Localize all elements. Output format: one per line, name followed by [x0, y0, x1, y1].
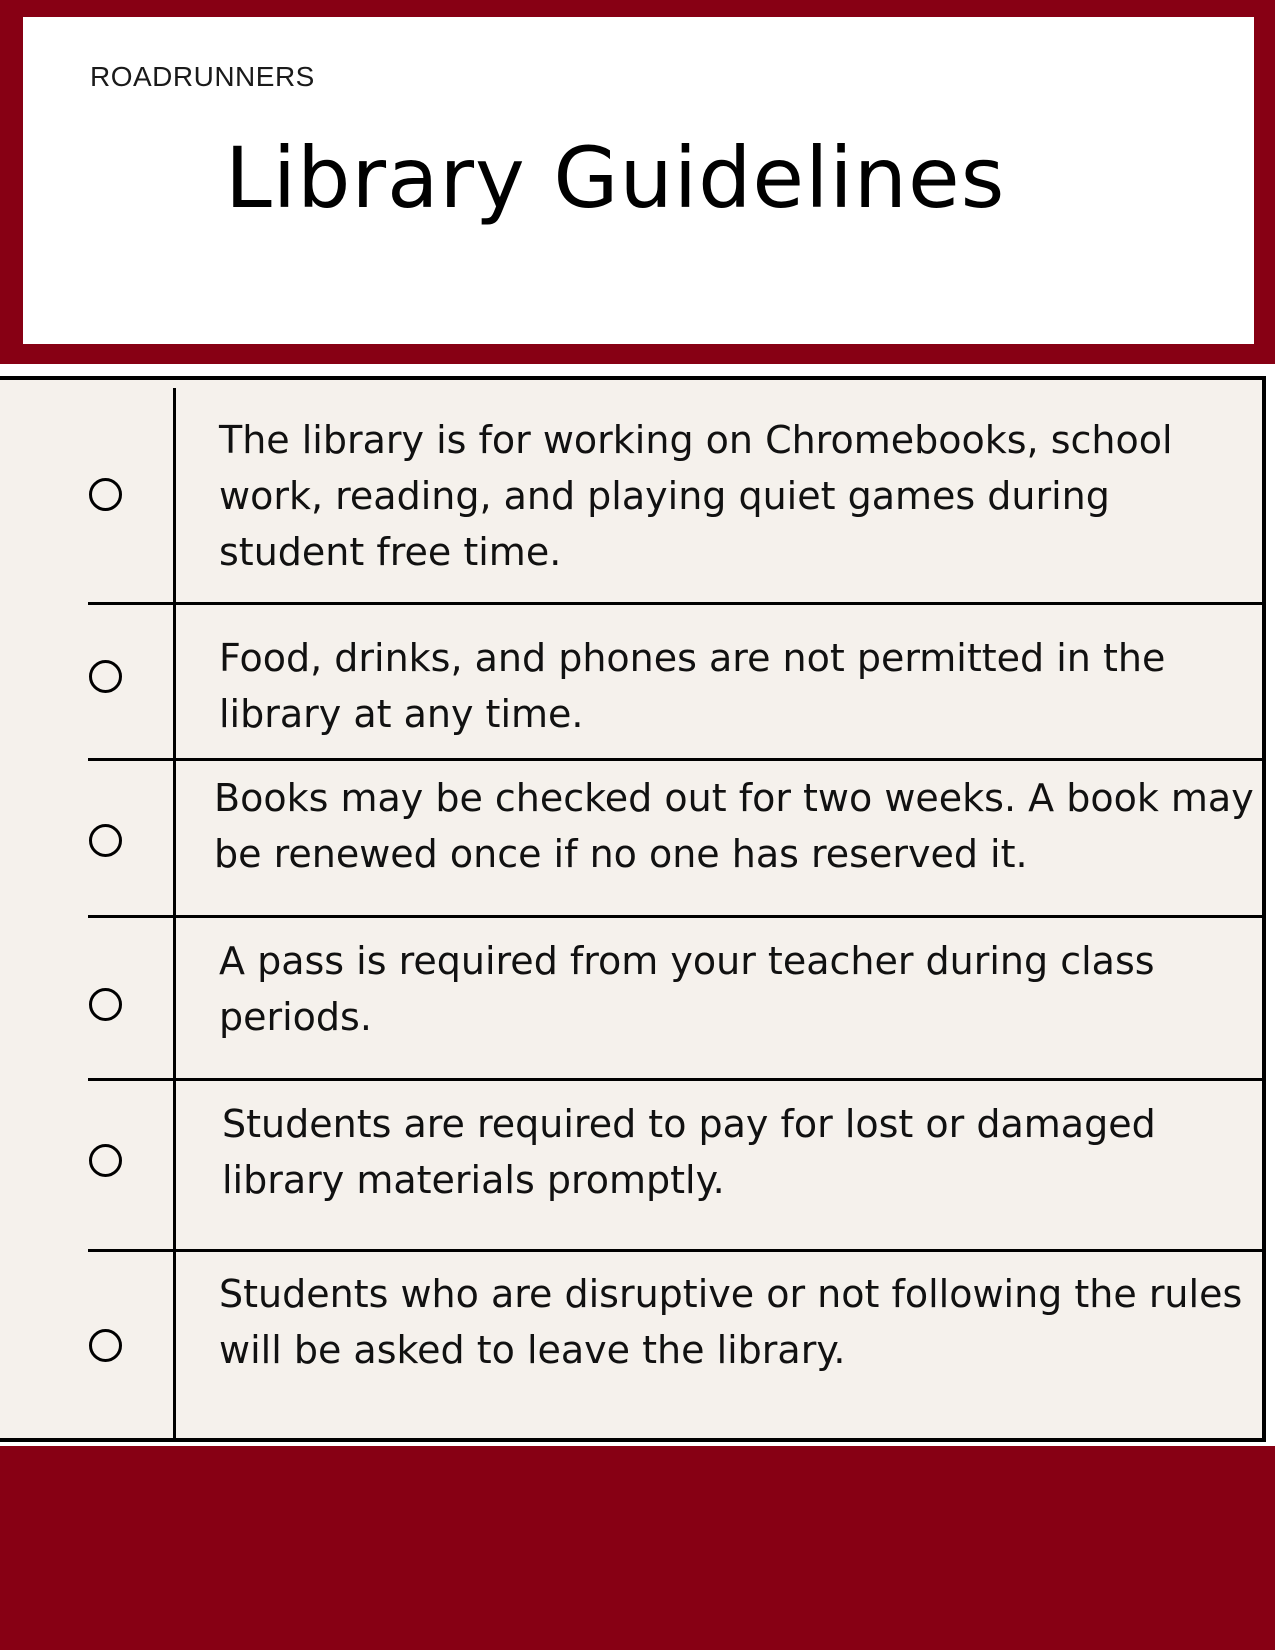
checkbox-guideline-5[interactable]: [89, 1144, 122, 1177]
header-card: [23, 17, 1254, 344]
guideline-text-1: The library is for working on Chromebooks, school work, reading, and playing quiet games during student free time.: [219, 418, 1173, 574]
row-divider: [88, 602, 1262, 605]
checkbox-guideline-2[interactable]: [89, 660, 122, 693]
page-title: Library Guidelines: [225, 129, 1006, 227]
guideline-text-5: Students are required to pay for lost or damaged library materials promptly.: [222, 1102, 1156, 1202]
row-divider: [88, 1249, 1262, 1252]
guidelines-checklist: [0, 376, 1266, 1442]
row-divider: [88, 915, 1262, 918]
checkbox-guideline-4[interactable]: [89, 988, 122, 1021]
guideline-text-2: Food, drinks, and phones are not permitted in the library at any time.: [219, 636, 1166, 736]
page-edge: [1270, 364, 1275, 1446]
header-frame: [0, 0, 1275, 364]
checkbox-guideline-3[interactable]: [89, 824, 122, 857]
footer-band: [0, 1446, 1275, 1650]
guideline-text-4: A pass is required from your teacher during class periods.: [219, 939, 1155, 1039]
guideline-text-6: Students who are disruptive or not following the rules will be asked to leave the library.: [219, 1272, 1243, 1372]
checkbox-guideline-1[interactable]: [89, 478, 122, 511]
guideline-text-3: Books may be checked out for two weeks. A book may be renewed once if no one has reserved it.: [214, 776, 1254, 876]
row-divider: [88, 1078, 1262, 1081]
row-divider: [88, 758, 1262, 761]
checkbox-guideline-6[interactable]: [89, 1329, 122, 1362]
brand-name: ROADRUNNERS: [90, 61, 315, 92]
